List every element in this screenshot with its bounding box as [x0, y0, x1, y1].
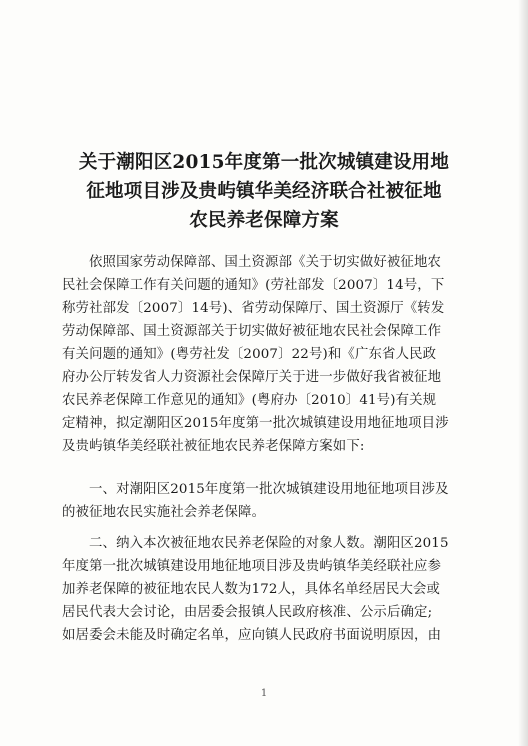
body-line: 劳动保障部、国土资源部关于切实做好被征地农民社会保障工作: [62, 324, 442, 339]
document-title: [40, 148, 488, 235]
body-line: 府办公厅转发省人力资源社会保障厅关于进一步做好我省被征地: [62, 370, 442, 385]
page-number: 1: [260, 688, 268, 699]
body-line: 的被征地农民实施社会养老保障。: [62, 505, 266, 520]
body-line: 一、对潮阳区2015年度第一批次城镇建设用地征地项目涉及: [89, 482, 449, 497]
body-line: 依照国家劳动保障部、国土资源部《关于切实做好被征地农: [89, 255, 442, 270]
body-line: 如居委会未能及时确定名单，应向镇人民政府书面说明原因，由: [62, 628, 442, 643]
title-line: 关于潮阳区2015年度第一批次城镇建设用地: [78, 152, 450, 173]
page-edge-shadow: [518, 0, 528, 746]
body-line: 年度第一批次城镇建设用地征地项目涉及贵屿镇华美经联社应参: [62, 559, 442, 574]
body-line: 称劳社部发〔2007〕14号)、省劳动保障厅、国土资源厅《转发: [62, 301, 445, 316]
body-line: 加养老保障的被征地农民人数为172人，具体名单经居民大会或: [62, 582, 441, 597]
body-line: 二、纳入本次被征地农民养老保险的对象人数。潮阳区2015: [89, 536, 449, 551]
body-line: 农民养老保障工作意见的通知》(粤府办〔2010〕41号)有关规: [62, 393, 437, 408]
body-line: 居民代表大会讨论，由居委会报镇人民政府核准、公示后确定;: [62, 605, 433, 620]
body-line: 有关问题的通知》(粤劳社发〔2007〕22号)和《广东省人民政: [62, 347, 437, 362]
body-line: 民社会保障工作有关问题的通知》(劳社部发〔2007〕14号，下: [62, 278, 445, 293]
title-line: 农民养老保障方案: [189, 210, 339, 231]
body-line: 定精神，拟定潮阳区2015年度第一批次城镇建设用地征地项目涉: [62, 416, 449, 431]
body-line: 及贵屿镇华美经联社被征地农民养老保障方案如下:: [62, 439, 365, 454]
title-line: 征地项目涉及贵屿镇华美经济联合社被征地: [86, 181, 442, 202]
